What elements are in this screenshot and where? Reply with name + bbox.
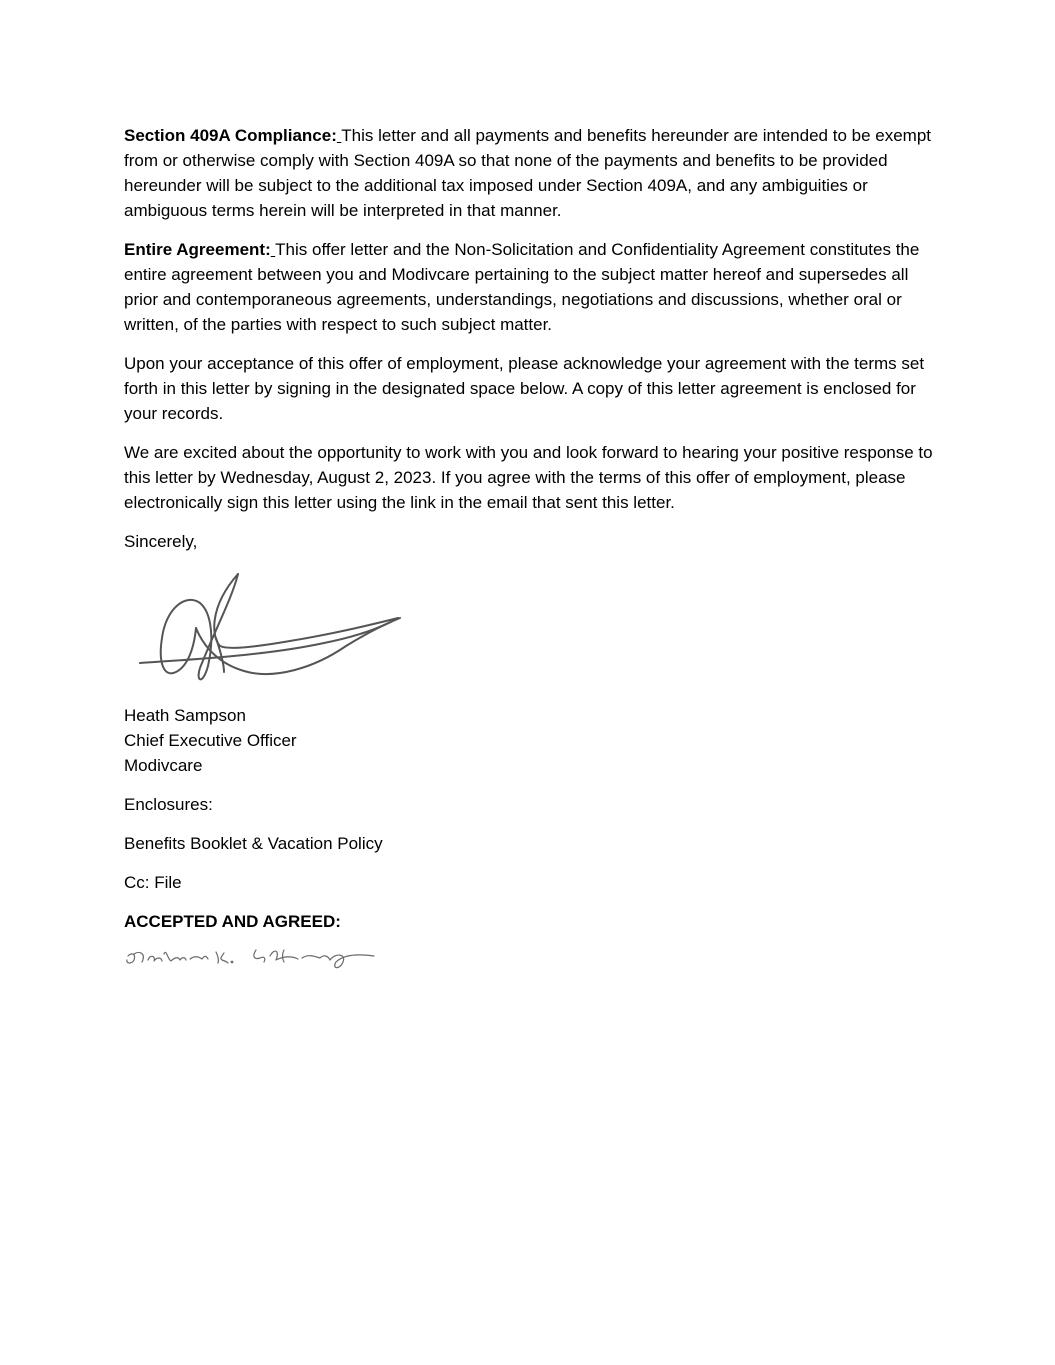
letter-body: [124, 123, 936, 972]
section-409a-paragraph: [124, 123, 936, 223]
employee-signature: [124, 942, 936, 972]
signatory-block: [124, 703, 936, 778]
accepted-label: ACCEPTED AND AGREED:: [124, 912, 341, 931]
closing-text: Sincerely,: [124, 532, 198, 551]
acceptance-paragraph: Upon your acceptance of this offer of employment, please acknowledge your agreement with the terms set forth in this letter by signing in the designated space below. A copy of this letter agreement is enclosed for your records.: [124, 354, 925, 423]
entire-agreement-text: This offer letter and the Non-Solicitation and Confidentiality Agreement constitutes the entire agreement between you and Modivcare pertaining to the subject matter hereof and supersedes all prior and contemporaneous agreements, understandings, negotiations and discussions, whether oral or written, of the parties with respect to such subject matter.: [124, 240, 920, 334]
excited-paragraph: We are excited about the opportunity to work with you and look forward to hearing your positive response to this letter by Wednesday, August 2, 2023. If you agree with the terms of this offer of employment, please electronically sign this letter using the link in the email that sent this letter.: [124, 443, 933, 512]
entire-agreement-paragraph: [124, 237, 936, 337]
enclosures-item: Benefits Booklet & Vacation Policy: [124, 834, 383, 853]
signatory-company: Modivcare: [124, 756, 203, 775]
signatory-title: Chief Executive Officer: [124, 731, 297, 750]
ceo-signature: [124, 568, 936, 693]
entire-agreement-label: Entire Agreement:: [124, 240, 271, 259]
signatory-name: Heath Sampson: [124, 706, 246, 725]
section-409a-text: This letter and all payments and benefits hereunder are intended to be exempt from or otherwise comply with Section 409A so that none of the payments and benefits to be provided hereunder will be subject to the additional tax imposed under Section 409A, and any ambiguities or ambiguous terms herein will be interpreted in that manner.: [124, 126, 932, 220]
cc-line: Cc: File: [124, 873, 182, 892]
section-409a-label: Section 409A Compliance:: [124, 126, 337, 145]
enclosures-label: Enclosures:: [124, 795, 213, 814]
